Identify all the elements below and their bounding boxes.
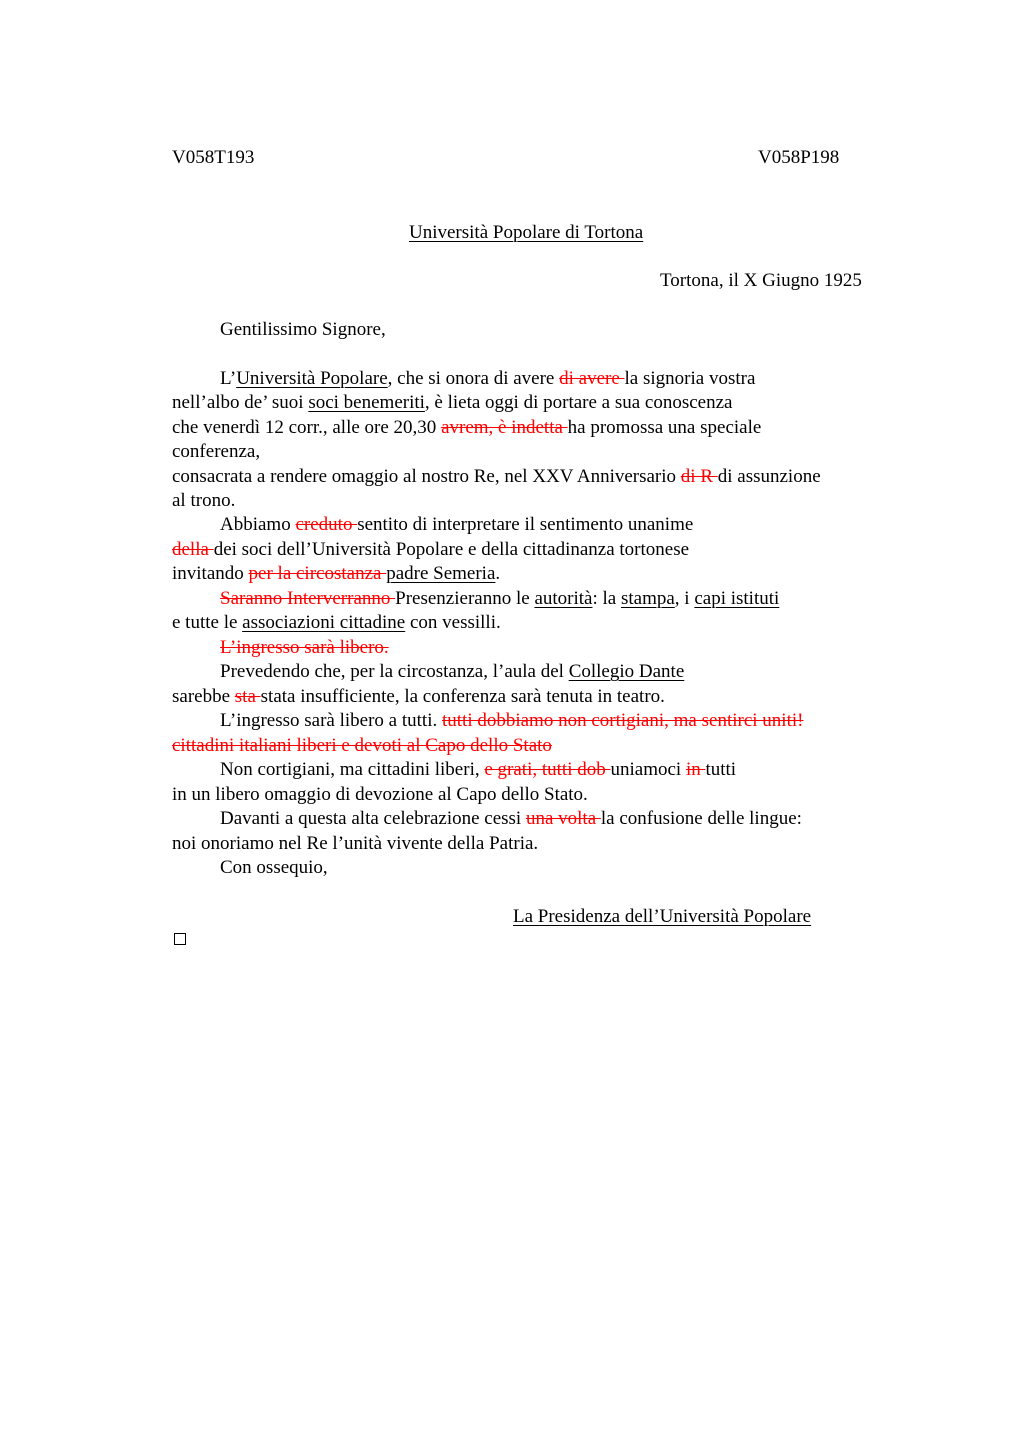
text-segment: Davanti a questa alta celebrazione cessi <box>220 808 526 829</box>
text-segment: e tutte le <box>172 612 243 633</box>
deleted-text: creduto <box>295 514 358 535</box>
body-line-13 <box>220 660 684 684</box>
text-segment: Non cortigiani, ma cittadini liberi, <box>220 759 485 780</box>
text-segment: con vessilli. <box>405 612 501 633</box>
body-line-7 <box>220 513 693 537</box>
text-segment: . <box>495 563 501 584</box>
deleted-text: per la circostanza <box>248 563 387 584</box>
deleted-text: avrem, è indetta <box>441 417 568 438</box>
underlined-text: stampa <box>620 588 675 609</box>
text-segment: ha promossa una speciale <box>567 417 762 438</box>
empty-box-icon <box>174 933 186 945</box>
deleted-text: cittadini italiani liberi e devoti al Capo dello Stato <box>172 735 552 756</box>
text-segment: conferenza, <box>172 441 261 462</box>
body-line-20 <box>172 832 538 856</box>
text-segment: che venerdì 12 corr., alle ore 20,30 <box>172 417 442 438</box>
underlined-text: Collegio Dante <box>568 661 685 682</box>
body-line-12 <box>220 636 389 660</box>
text-segment: sentito di interpretare il sentimento unanime <box>357 514 694 535</box>
text-segment: al trono. <box>172 490 236 511</box>
underlined-text: capi istituti <box>694 588 780 609</box>
text-segment: nell’albo de’ suoi <box>172 392 309 413</box>
body-line-10 <box>220 587 779 611</box>
deleted-text: una volta <box>525 808 601 829</box>
document-code-right: V058P198 <box>758 147 840 168</box>
underlined-text: associazioni cittadine <box>242 612 406 633</box>
body-line-14 <box>172 685 665 709</box>
body-line-3 <box>172 416 761 440</box>
deleted-text: di avere <box>559 368 625 389</box>
body-line-5 <box>172 465 821 489</box>
deleted-text: Saranno Interverranno <box>220 588 396 609</box>
body-line-8 <box>172 538 689 562</box>
deleted-text: di R <box>680 466 718 487</box>
text-segment: Prevedendo che, per la circostanza, l’aula del <box>220 661 569 682</box>
text-segment: in un libero omaggio di devozione al Capo dello Stato. <box>172 784 588 805</box>
text-segment: Con ossequio, <box>220 857 328 878</box>
body-line-15 <box>220 709 803 733</box>
text-segment: : la <box>592 588 621 609</box>
deleted-text: tutti dobbiamo non cortigiani, ma sentirci uniti! <box>441 710 804 731</box>
text-segment: dei soci dell’Università Popolare e della cittadinanza tortonese <box>213 539 690 560</box>
text-segment: consacrata a rendere omaggio al nostro Re, nel XXV Anniversario <box>172 466 681 487</box>
body-line-4 <box>172 440 260 464</box>
text-segment: L’ <box>220 368 237 389</box>
body-line-16 <box>172 734 552 758</box>
text-segment: , che si onora di avere <box>387 368 560 389</box>
text-segment: Presenzieranno le <box>395 588 535 609</box>
text-segment: sarebbe <box>172 686 235 707</box>
underlined-text: padre Semeria <box>386 563 496 584</box>
underlined-text: soci benemeriti <box>308 392 425 413</box>
text-segment: di assunzione <box>717 466 821 487</box>
underlined-text: autorità <box>534 588 593 609</box>
place-date: Tortona, il X Giugno 1925 <box>660 270 862 291</box>
text-segment: la signoria vostra <box>624 368 756 389</box>
body-line-6 <box>172 489 235 513</box>
text-segment: , i <box>674 588 695 609</box>
text-segment: , è lieta oggi di portare a sua conoscenza <box>424 392 733 413</box>
text-segment: invitando <box>172 563 249 584</box>
salutation: Gentilissimo Signore, <box>220 319 386 340</box>
document-code-left: V058T193 <box>172 147 255 168</box>
text-segment: la confusione delle lingue: <box>600 808 802 829</box>
text-segment: tutti <box>705 759 737 780</box>
text-segment: noi onoriamo nel Re l’unità vivente della Patria. <box>172 833 539 854</box>
body-line-18 <box>172 783 588 807</box>
deleted-text: sta <box>234 686 261 707</box>
letterhead-title: Università Popolare di Tortona <box>409 222 644 243</box>
deleted-text: e grati, tutti dob <box>484 759 611 780</box>
text-segment: uniamoci <box>610 759 686 780</box>
body-line-21 <box>220 856 328 880</box>
body-line-1 <box>220 367 755 391</box>
body-line-11 <box>172 611 501 635</box>
text-segment: L’ingresso sarà libero a tutti. <box>220 710 442 731</box>
text-segment: Abbiamo <box>220 514 296 535</box>
body-line-9 <box>172 562 500 586</box>
deleted-text: della <box>172 539 214 560</box>
deleted-text: in <box>685 759 706 780</box>
deleted-text: L’ingresso sarà libero. <box>220 637 389 658</box>
body-line-2 <box>172 391 732 415</box>
text-segment: stata insufficiente, la conferenza sarà tenuta in teatro. <box>260 686 665 707</box>
underlined-text: Università Popolare <box>236 368 388 389</box>
signature: La Presidenza dell’Università Popolare <box>513 906 812 927</box>
body-line-19 <box>220 807 802 831</box>
body-line-17 <box>220 758 736 782</box>
